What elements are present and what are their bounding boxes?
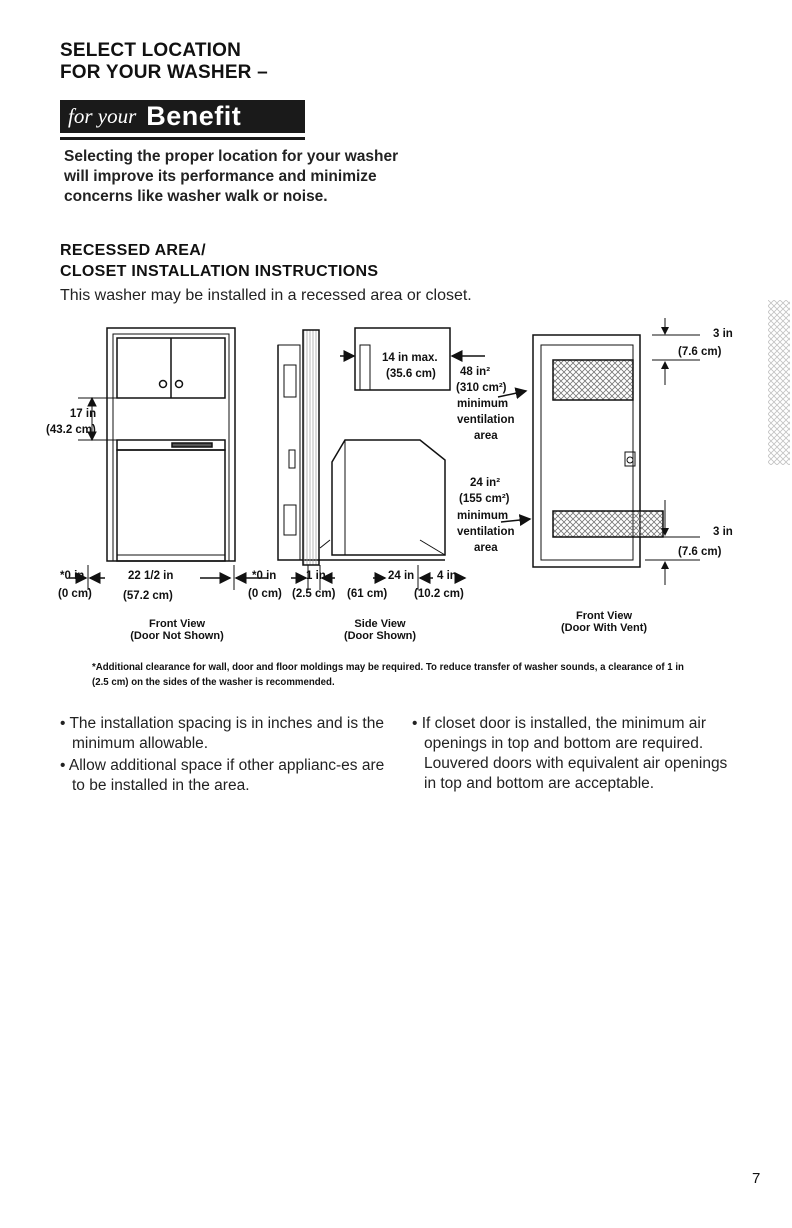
- bullet-item: • If closet door is installed, the minimum air openings in top and bottom are required. Louvered doors with equivalent air openings in top and bottom are acceptable.: [412, 715, 728, 792]
- shelf-cm: (35.6 cm): [386, 368, 436, 380]
- bottom-vent-cm: (155 cm²): [459, 493, 510, 505]
- door-top-in: 3 in: [713, 328, 733, 340]
- top-vent-area: 48 in²: [460, 366, 491, 378]
- bullet-item: • Allow additional space if other applianc-es are to be installed in the area.: [60, 757, 385, 794]
- banner-benefit: Benefit: [146, 101, 242, 131]
- bullets-left: [60, 714, 400, 798]
- door-bottom-cm: (7.6 cm): [678, 546, 722, 558]
- shelf-in: 14 in max.: [382, 352, 438, 364]
- footnote: *Additional clearance for wall, door and floor moldings may be required. To reduce transfer of washer sounds, a clearance of 1 in (2.5 cm) on the sides of the washer is recommended.: [92, 661, 684, 688]
- door-with-vent-drawing: [533, 335, 663, 567]
- bottom-vent-l3: area: [474, 542, 498, 554]
- front-clear-cm: (10.2 cm): [414, 588, 464, 600]
- page-number: 7: [752, 1170, 761, 1187]
- top-vent-cm: (310 cm²): [456, 382, 507, 394]
- door-bottom-in: 3 in: [713, 526, 733, 538]
- scan-edge-artifact: [768, 300, 790, 465]
- gap-cm: (2.5 cm): [292, 588, 336, 600]
- rear-clear-cm: (0 cm): [248, 588, 282, 600]
- section-title-line2: CLOSET INSTALLATION INSTRUCTIONS: [60, 263, 379, 280]
- banner-rule: [60, 137, 305, 140]
- front-clear-in: 4 in: [437, 570, 457, 582]
- bottom-vent-area: 24 in²: [470, 477, 501, 489]
- section-title-line1: RECESSED AREA/: [60, 242, 206, 259]
- for-your-benefit-banner: [60, 100, 305, 133]
- top-vent-l2: ventilation: [457, 414, 515, 426]
- height-label: 17 in: [69, 408, 97, 420]
- benefit-text: Selecting the proper location for your washer will improve its performance and minimize concerns like washer walk or noise.: [64, 148, 399, 205]
- depth-cm: (61 cm): [347, 588, 388, 600]
- banner-for-your: for your: [68, 104, 137, 128]
- bullet-item: • The installation spacing is in inches and is the minimum allowable.: [60, 715, 384, 752]
- front-view-drawing: [107, 328, 235, 561]
- width-in: 22 1/2 in: [128, 570, 174, 582]
- caption-side-view: Side View (Door Shown): [343, 618, 417, 642]
- width-cm: (57.2 cm): [123, 590, 173, 602]
- caption-front-view: Front View (Door Not Shown): [130, 618, 224, 642]
- caption-door-with-vent: Front View (Door With Vent): [560, 610, 648, 634]
- page-title-line2: FOR YOUR WASHER –: [60, 62, 268, 83]
- door-top-cm: (7.6 cm): [678, 346, 722, 358]
- depth-in: 24 in: [388, 570, 415, 582]
- page-title-line1: SELECT LOCATION: [60, 40, 242, 61]
- bottom-vent-l2: ventilation: [457, 526, 515, 538]
- height-cm-label: (43.2 cm): [46, 424, 96, 436]
- top-vent-l3: area: [474, 430, 498, 442]
- gap-in: 1 in: [306, 570, 326, 582]
- bullets-right: [412, 714, 742, 796]
- top-vent-l1: minimum: [457, 398, 509, 410]
- intro-text: This washer may be installed in a recessed area or closet.: [60, 287, 472, 304]
- left-clear-in: *0 in: [60, 570, 85, 582]
- rear-clear-in: *0 in: [252, 570, 277, 582]
- bottom-vent-l1: minimum: [457, 510, 509, 522]
- left-clear-cm: (0 cm): [58, 588, 92, 600]
